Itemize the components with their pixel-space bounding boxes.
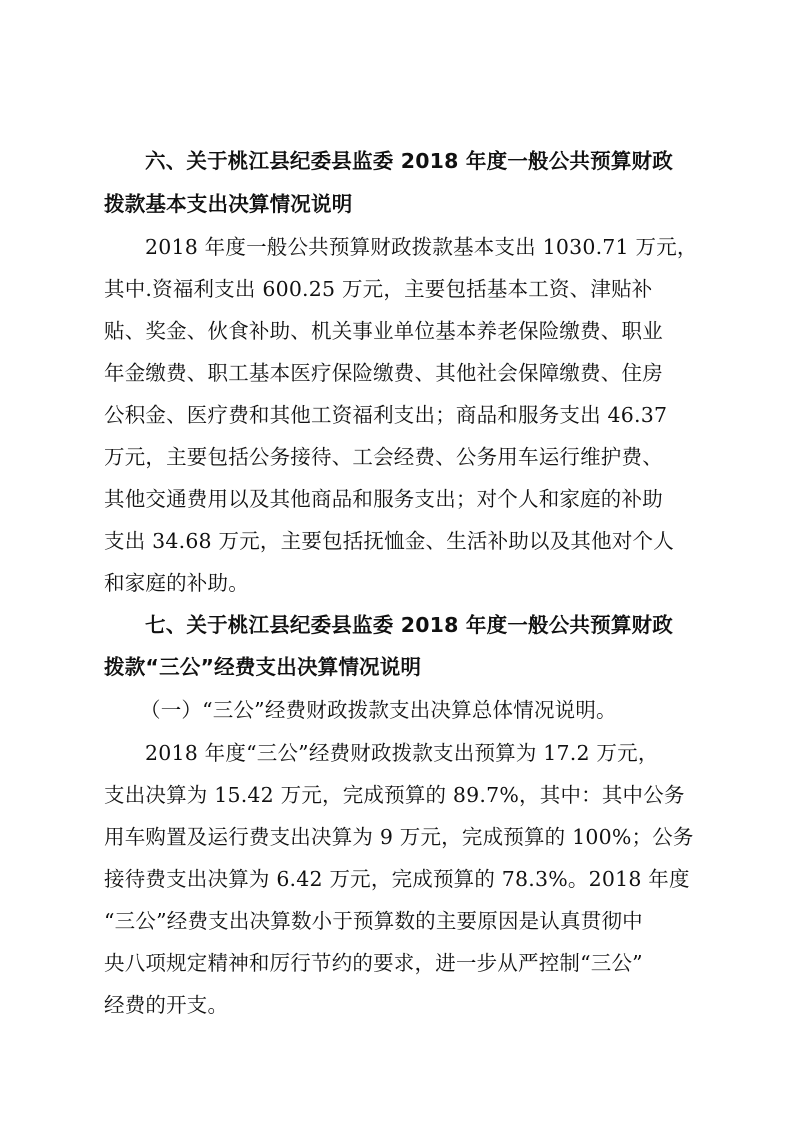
section-7-body-line-1: 2018 年度“三公”经费财政拨款支出预算为 17.2 万元， — [145, 741, 659, 765]
section-7-body-line-4: 接待费支出决算为 6.42 万元，完成预算的 78.3%。2018 年度 — [104, 867, 690, 891]
section-6-body-line-6: 万元，主要包括公务接待、工会经费、公务用车运行维护费、 — [104, 445, 663, 469]
section-7-subheading: （一）“三公”经费财政拨款支出决算总体情况说明。 — [140, 698, 617, 722]
section-7-body-line-5: “三公”经费支出决算数小于预算数的主要原因是认真贯彻中 — [104, 909, 643, 933]
section-6-body-line-4: 年金缴费、职工基本医疗保险缴费、其他社会保障缴费、住房 — [104, 361, 663, 385]
section-6-body-line-8: 支出 34.68 万元，主要包括抚恤金、生活补助以及其他对个人 — [104, 529, 674, 553]
section-6-body-line-7: 其他交通费用以及其他商品和服务支出；对个人和家庭的补助 — [104, 487, 663, 511]
section-6-body-line-2: 其中.资福利支出 600.25 万元，主要包括基本工资、津贴补 — [104, 277, 653, 301]
section-6-heading-line-2: 拨款基本支出决算情况说明 — [104, 192, 353, 216]
section-6-body-line-9: 和家庭的补助。 — [104, 571, 249, 595]
section-7-body-line-6: 央八项规定精神和厉行节约的要求，进一步从严控制“三公” — [104, 951, 643, 975]
section-7-body-line-3: 用车购置及运行费支出决算为 9 万元，完成预算的 100%；公务 — [104, 825, 694, 849]
section-6-heading-line-1: 六、关于桃江县纪委县监委 2018 年度一般公共预算财政 — [145, 149, 673, 173]
section-7-heading-line-2: 拨款“三公”经费支出决算情况说明 — [104, 655, 422, 679]
section-7-body-line-2: 支出决算为 15.42 万元，完成预算的 89.7%，其中：其中公务 — [104, 783, 685, 807]
section-6-body-line-1: 2018 年度一般公共预算财政拨款基本支出 1030.71 万元， — [145, 235, 698, 259]
section-7-body-line-7: 经费的开支。 — [104, 993, 229, 1017]
section-6-body-line-3: 贴、奖金、伙食补助、机关事业单位基本养老保险缴费、职业 — [104, 319, 663, 343]
section-7-heading-line-1: 七、关于桃江县纪委县监委 2018 年度一般公共预算财政 — [145, 613, 673, 637]
section-6-body-line-5: 公积金、医疗费和其他工资福利支出；商品和服务支出 46.37 — [104, 403, 668, 427]
